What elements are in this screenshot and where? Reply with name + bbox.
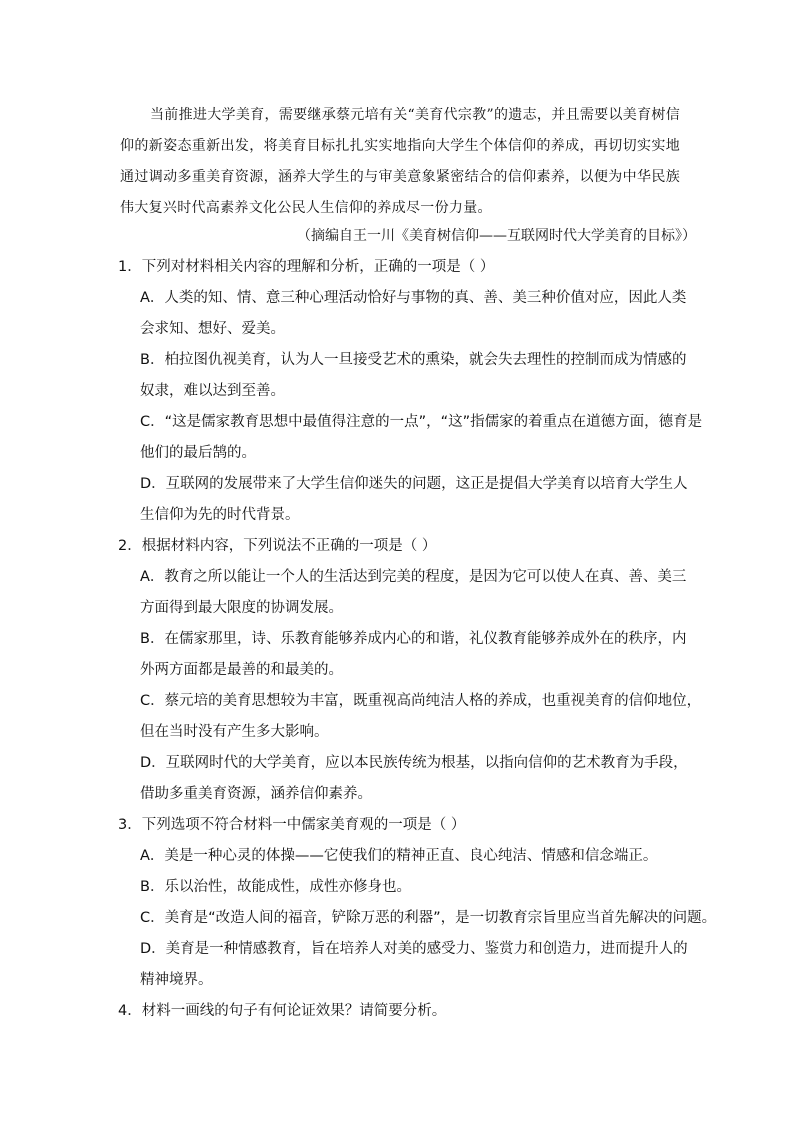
option-c[interactable]: C．“这是儒家教育思想中最值得注意的一点”，“这”指儒家的着重点在道德方面，德育是 他们的最后鹄的。 bbox=[140, 414, 703, 461]
question-1 bbox=[118, 252, 703, 531]
question-stem: 3．下列选项不符合材料一中儒家美育观的一项是（ ） bbox=[118, 817, 466, 833]
option-c[interactable]: C．蔡元培的美育思想较为丰富，既重视高尚纯洁人格的养成，也重视美育的信仰地位， 但在当时没有产生多大影响。 bbox=[140, 693, 702, 740]
question-stem: 2．根据材料内容，下列说法不正确的一项是（ ） bbox=[118, 538, 437, 554]
passage-line: 仰的新姿态重新出发，将美育目标扎扎实实地指向大学生个体信仰的养成，再切切实实地通 bbox=[120, 138, 680, 185]
question-stem: 1．下列对材料相关内容的理解和分析，正确的一项是（ ） bbox=[118, 259, 495, 275]
passage-line: 复兴时代高素养文化公民人生信仰的养成尽一份力量。 bbox=[148, 200, 492, 216]
passage-source: （摘编自王一川《美育树信仰——互联网时代大学美育的目标》） bbox=[297, 228, 696, 244]
option-b[interactable]: B．柏拉图仇视美育，认为人一旦接受艺术的熏染，就会失去理性的控制而成为情感的 奴隶，难以达到至善。 bbox=[140, 352, 687, 399]
option-a[interactable]: A．教育之所以能让一个人的生活达到完美的程度，是因为它可以使人在真、善、美三 方面得到最大限度的协调发展。 bbox=[140, 569, 687, 616]
option-d[interactable]: D．互联网时代的大学美育，应以本民族传统为根基，以指向信仰的艺术教育为手段， 借助多重美育资源，涵养信仰素养。 bbox=[140, 755, 688, 802]
option-a[interactable]: A．人类的知、情、意三种心理活动恰好与事物的真、善、美三种价值对应，因此人类 会求知、想好、爱美。 bbox=[140, 290, 687, 337]
option-d[interactable]: D．互联网的发展带来了大学生信仰迷失的问题，这正是提倡大学美育以培育大学生人 生信仰为先的时代背景。 bbox=[140, 476, 688, 523]
option-a[interactable]: A．美是一种心灵的体操——它使我们的精神正直、良心纯洁、情感和信念端正。 bbox=[140, 848, 658, 864]
question-3 bbox=[118, 810, 717, 996]
passage-line: 过调动多重美育资源，涵养大学生的与审美意象紧密结合的信仰素养，以便为中华民族伟大 bbox=[120, 169, 680, 216]
question-list bbox=[118, 252, 717, 1027]
option-b[interactable]: B．在儒家那里，诗、乐教育能够养成内心的和谐，礼仪教育能够养成外在的秩序，内 外两方面都是最善的和最美的。 bbox=[140, 631, 687, 678]
question-2 bbox=[118, 531, 702, 810]
passage-paragraph bbox=[120, 100, 680, 224]
reading-passage bbox=[120, 100, 680, 224]
passage-line: 当前推进大学美育，需要继承蔡元培有关“美育代宗教”的遗志，并且需要以美育树信 bbox=[150, 107, 680, 123]
option-b[interactable]: B．乐以治性，故能成性，成性亦修身也。 bbox=[140, 879, 411, 895]
question-4 bbox=[118, 996, 688, 1027]
option-d[interactable]: D．美育是一种情感教育，旨在培养人对美的感受力、鉴赏力和创造力，进而提升人的 精神境界。 bbox=[140, 941, 688, 988]
option-c[interactable]: C．美育是“改造人间的福音，铲除万恶的利器”，是一切教育宗旨里应当首先解决的问题。 bbox=[140, 910, 717, 926]
question-stem: 4．材料一画线的句子有何论证效果？请简要分析。 bbox=[118, 1003, 447, 1019]
